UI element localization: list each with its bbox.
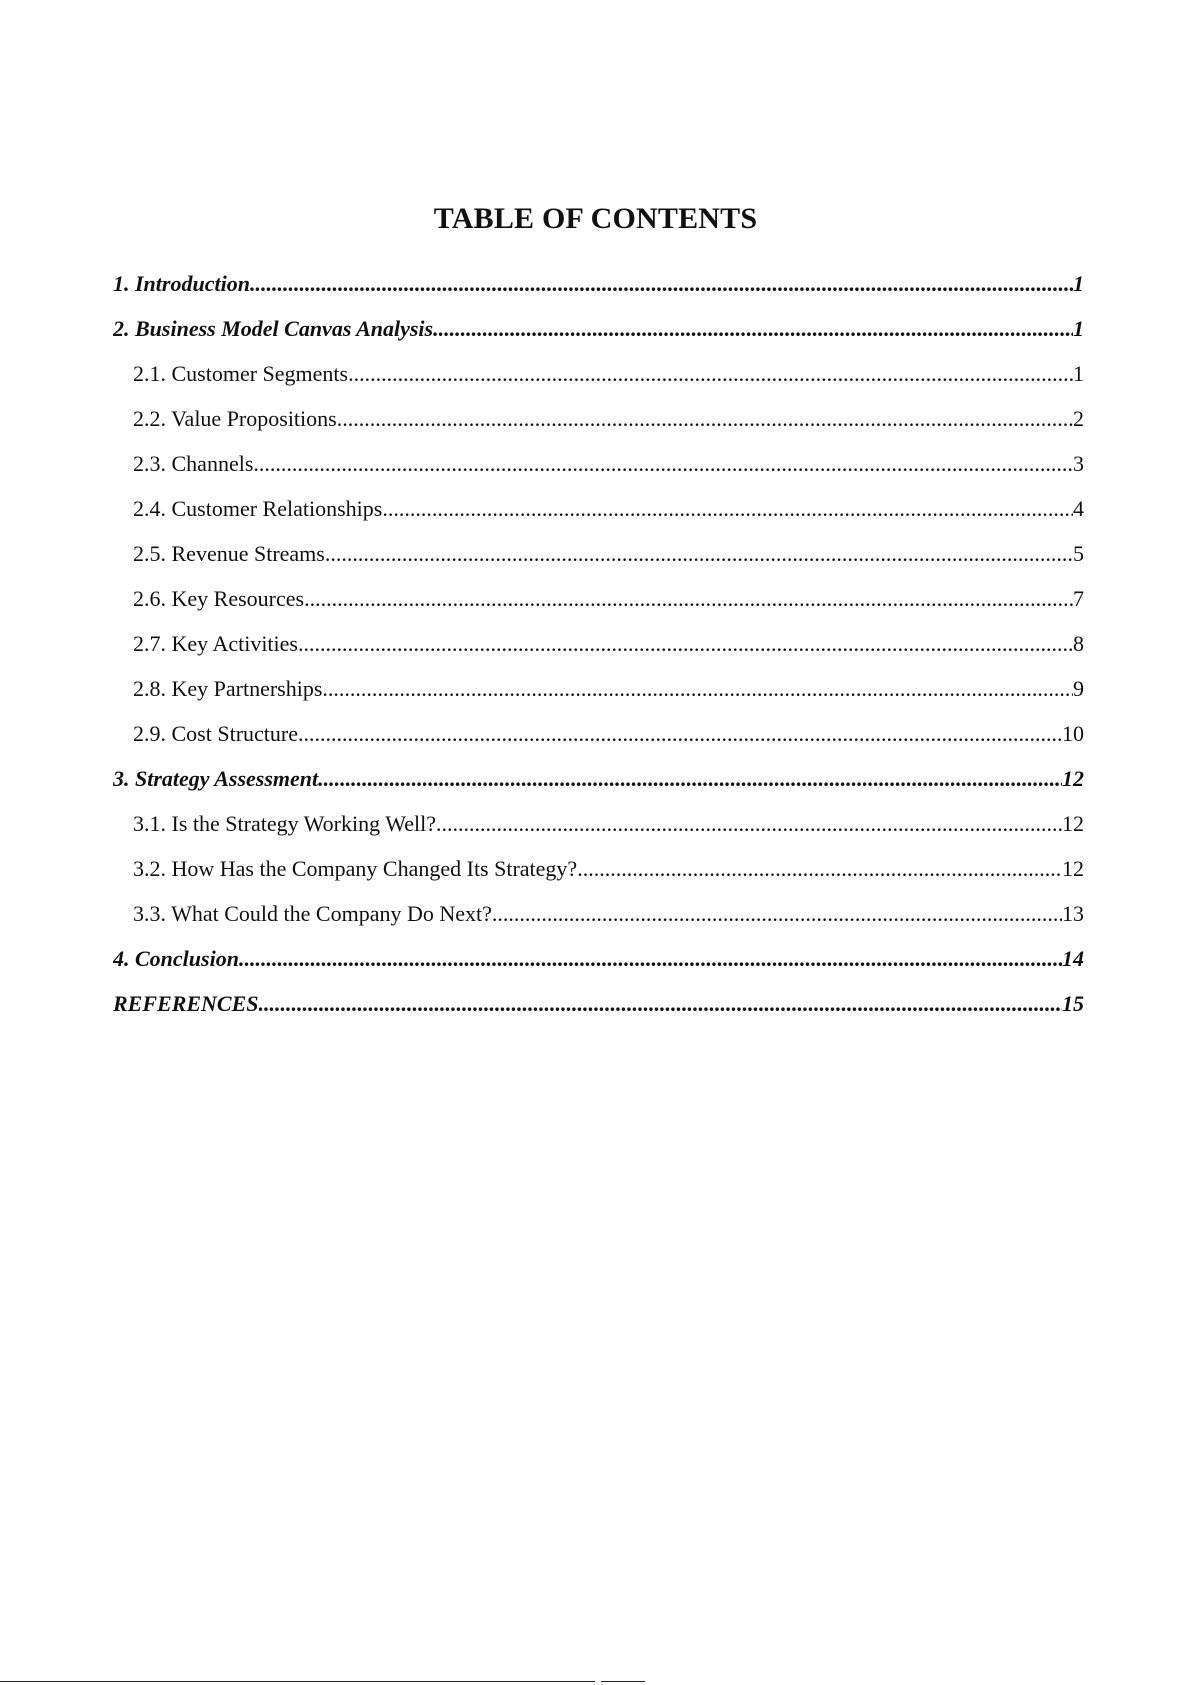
toc-title: TABLE OF CONTENTS [433, 202, 758, 235]
toc-entry[interactable] [113, 480, 1084, 525]
dot-leader [492, 900, 1062, 928]
toc-entry-page: 2 [1073, 406, 1084, 431]
toc-entry-label: 3.3. What Could the Company Do Next? [133, 901, 492, 926]
toc-entry-page: 12 [1062, 766, 1084, 791]
toc-entry-label: 2. Business Model Canvas Analysis [113, 316, 434, 341]
dot-leader [253, 450, 1073, 478]
toc-entry-page: 12 [1062, 856, 1084, 881]
dot-leader [348, 360, 1073, 388]
toc-entry-label: 1. Introduction [113, 271, 250, 296]
toc-entry[interactable] [113, 705, 1084, 750]
toc-entry-page: 5 [1073, 541, 1084, 566]
toc-entry-label: 2.3. Channels [133, 451, 254, 476]
toc-entry-page: 1 [1073, 316, 1084, 341]
dot-leader [259, 990, 1062, 1018]
toc-entry-label: 2.6. Key Resources [133, 586, 305, 611]
footer-rule [0, 1681, 595, 1682]
toc-entry-page: 8 [1073, 631, 1084, 656]
toc-entry[interactable] [113, 300, 1084, 345]
dot-leader [382, 495, 1073, 523]
dot-leader [318, 765, 1062, 793]
toc-entry-page: 10 [1062, 721, 1084, 746]
toc-entry[interactable] [113, 750, 1084, 795]
dot-leader [304, 585, 1073, 613]
toc-entry[interactable] [113, 345, 1084, 390]
toc-entry-page: 3 [1073, 451, 1084, 476]
toc-entry-page: 13 [1062, 901, 1084, 926]
toc-entry[interactable] [113, 435, 1084, 480]
toc-entry-label: 2.9. Cost Structure [133, 721, 298, 746]
toc-entry-label: 3.1. Is the Strategy Working Well? [133, 811, 436, 836]
toc-entry-page: 1 [1073, 271, 1084, 296]
toc-entry-page: 9 [1073, 676, 1084, 701]
dot-leader [433, 315, 1073, 343]
dot-leader [298, 720, 1062, 748]
toc-entry-label: 2.8. Key Partnerships [133, 676, 323, 701]
toc-entry-label: 2.2. Value Propositions [133, 406, 337, 431]
dot-leader [250, 270, 1073, 298]
toc-entry[interactable] [113, 840, 1084, 885]
dot-leader [322, 675, 1073, 703]
toc-entry[interactable] [113, 255, 1084, 300]
table-of-contents [113, 255, 1084, 1020]
toc-entry[interactable] [113, 885, 1084, 930]
toc-entry-page: 1 [1073, 361, 1084, 386]
toc-entry-page: 14 [1062, 946, 1084, 971]
dot-leader [337, 405, 1073, 433]
toc-entry[interactable] [113, 795, 1084, 840]
dot-leader [239, 945, 1062, 973]
footer-rule-short [601, 1681, 645, 1682]
toc-entry-label: 2.4. Customer Relationships [133, 496, 383, 521]
toc-entry-page: 15 [1062, 991, 1084, 1016]
toc-entry-page: 4 [1073, 496, 1084, 521]
toc-entry[interactable] [113, 975, 1084, 1020]
toc-entry-label: 2.7. Key Activities [133, 631, 298, 656]
toc-entry-label: 4. Conclusion [113, 946, 239, 971]
dot-leader [577, 855, 1062, 883]
toc-entry[interactable] [113, 570, 1084, 615]
toc-entry[interactable] [113, 660, 1084, 705]
toc-entry-label: REFERENCES [113, 991, 259, 1016]
toc-entry-label: 3.2. How Has the Company Changed Its Strategy? [133, 856, 578, 881]
toc-entry-label: 2.1. Customer Segments [133, 361, 349, 386]
toc-entry[interactable] [113, 615, 1084, 660]
dot-leader [298, 630, 1073, 658]
toc-entry-page: 12 [1062, 811, 1084, 836]
toc-entry[interactable] [113, 930, 1084, 975]
toc-entry-label: 3. Strategy Assessment [113, 766, 319, 791]
toc-entry-page: 7 [1073, 586, 1084, 611]
toc-entry[interactable] [113, 525, 1084, 570]
toc-entry[interactable] [113, 390, 1084, 435]
dot-leader [436, 810, 1062, 838]
toc-entry-label: 2.5. Revenue Streams [133, 541, 325, 566]
dot-leader [325, 540, 1073, 568]
